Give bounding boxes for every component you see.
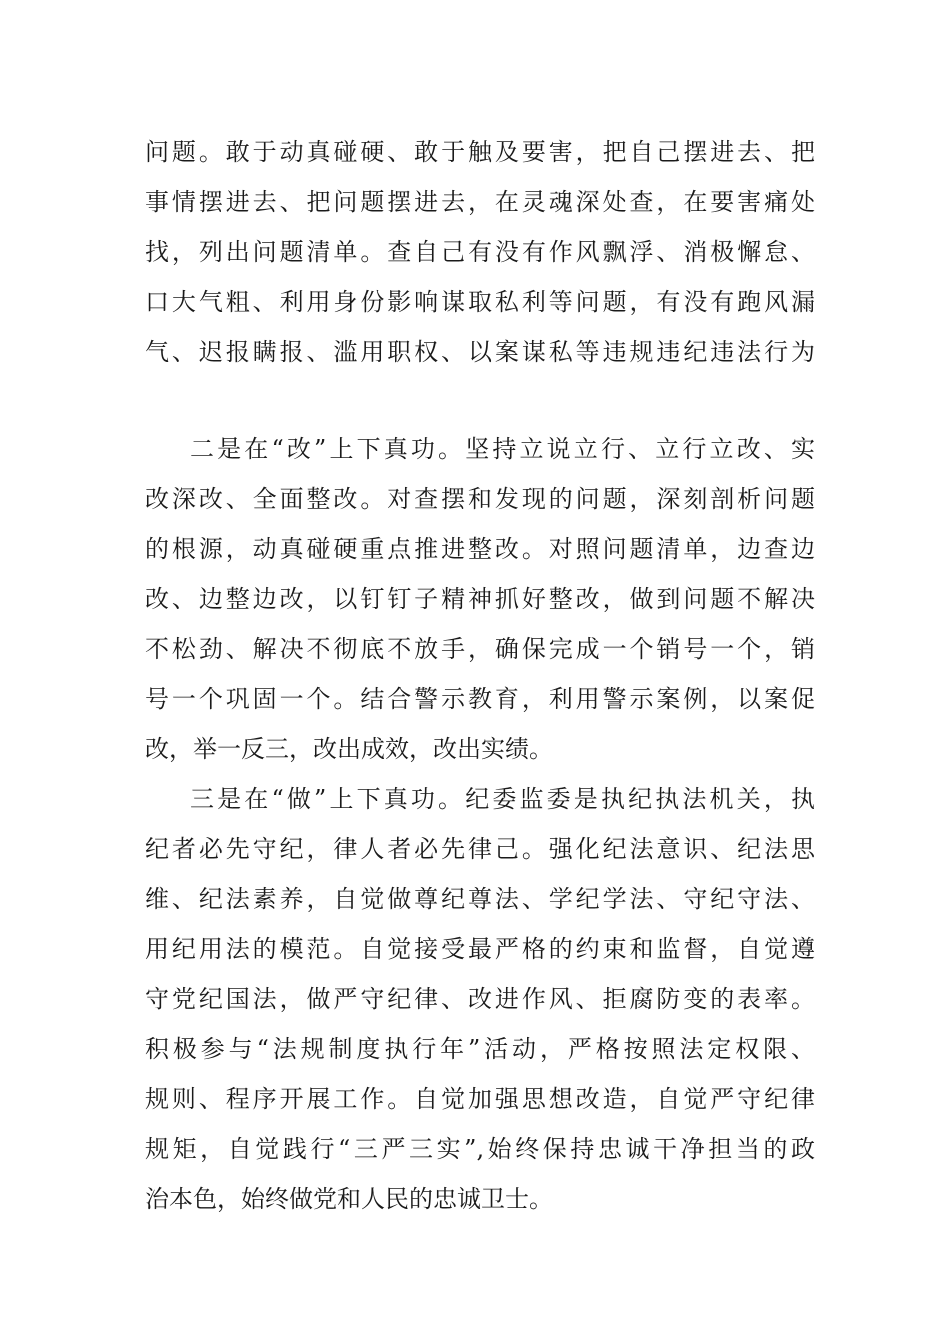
paragraph-3-line-9: 治本色，始终做党和人民的忠诚卫士。 xyxy=(145,1185,553,1213)
paragraph-1-line-3: 找，列出问题清单。查自己有没有作风飘浮、消极懈怠、 xyxy=(145,238,815,266)
paragraph-3-line-4: 用纪用法的模范。自觉接受最严格的约束和监督，自觉遵 xyxy=(145,935,815,963)
paragraph-2-line-7: 改，举一反三，改出成效，改出实绩。 xyxy=(145,735,553,763)
paragraph-3-line-2: 纪者必先守纪，律人者必先律己。强化纪法意识、纪法思 xyxy=(145,835,815,863)
paragraph-2-line-6: 号一个巩固一个。结合警示教育，利用警示案例，以案促 xyxy=(145,685,815,713)
paragraph-3-line-3: 维、纪法素养，自觉做尊纪尊法、学纪学法、守纪守法、 xyxy=(145,885,815,913)
paragraph-1-line-2: 事情摆进去、把问题摆进去，在灵魂深处查，在要害痛处 xyxy=(145,188,815,216)
paragraph-2-line-3: 的根源，动真碰硬重点推进整改。对照问题清单，边查边 xyxy=(145,535,815,563)
paragraph-2-line-1: 二是在“改”上下真功。坚持立说立行、立行立改、实 xyxy=(190,435,815,463)
paragraph-1-line-5: 气、迟报瞒报、滥用职权、以案谋私等违规违纪违法行为 xyxy=(145,338,815,366)
paragraph-2-line-2: 改深改、全面整改。对查摆和发现的问题，深刻剖析问题 xyxy=(145,485,815,513)
paragraph-3-line-6: 积极参与“法规制度执行年”活动，严格按照法定权限、 xyxy=(145,1035,815,1063)
paragraph-2-line-5: 不松劲、解决不彻底不放手，确保完成一个销号一个，销 xyxy=(145,635,815,663)
paragraph-1-line-4: 口大气粗、利用身份影响谋取私利等问题，有没有跑风漏 xyxy=(145,288,815,316)
paragraph-2-line-4: 改、边整边改，以钉钉子精神抓好整改，做到问题不解决 xyxy=(145,585,815,613)
paragraph-3-line-8: 规矩，自觉践行“三严三实”,始终保持忠诚干净担当的政 xyxy=(145,1135,815,1163)
paragraph-3-line-7: 规则、程序开展工作。自觉加强思想改造，自觉严守纪律 xyxy=(145,1085,815,1113)
paragraph-3-line-1: 三是在“做”上下真功。纪委监委是执纪执法机关，执 xyxy=(190,785,815,813)
paragraph-3-line-5: 守党纪国法，做严守纪律、改进作风、拒腐防变的表率。 xyxy=(145,985,815,1013)
paragraph-1-line-1: 问题。敢于动真碰硬、敢于触及要害，把自己摆进去、把 xyxy=(145,138,815,166)
